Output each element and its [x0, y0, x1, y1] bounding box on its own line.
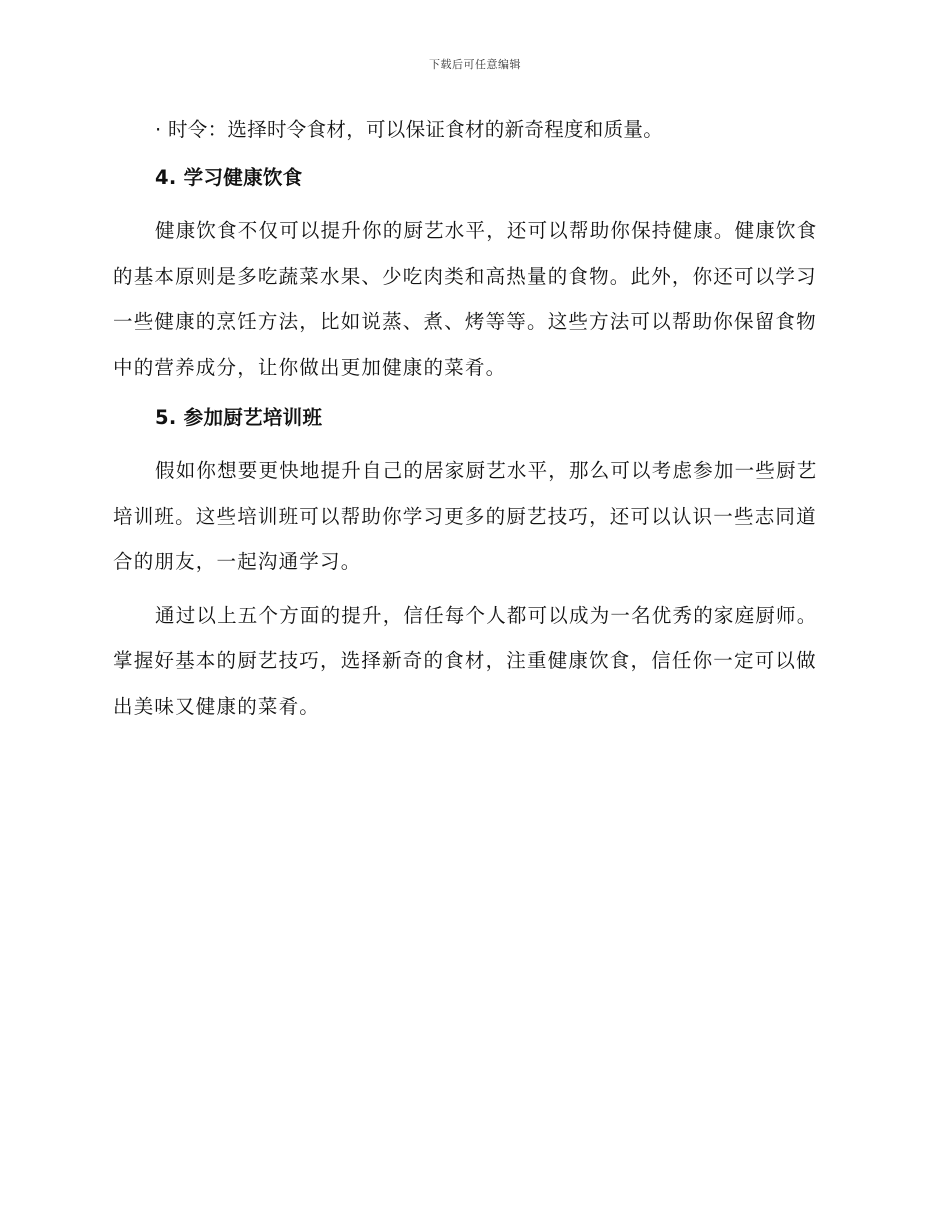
paragraph-healthy-eating: 健康饮食不仅可以提升你的厨艺水平，还可以帮助你保持健康。健康饮食的基本原则是多吃蔬菜水果、少吃肉类和高热量的食物。此外，你还可以学习一些健康的烹饪方法，比如说蒸、煮、烤等等。这些方法可以帮助你保留食物中的营养成分，让你做出更加健康的菜肴。	[113, 219, 818, 379]
section-heading-healthy-eating: 4. 学习健康饮食	[155, 166, 303, 189]
section-heading-cooking-class: 5. 参加厨艺培训班	[155, 406, 323, 429]
bullet-seasonal: · 时令：选择时令食材，可以保证食材的新奇程度和质量。	[155, 118, 663, 141]
paragraph-cooking-class: 假如你想要更快地提升自己的居家厨艺水平，那么可以考虑参加一些厨艺培训班。这些培训班可以帮助你学习更多的厨艺技巧，还可以认识一些志同道合的朋友，一起沟通学习。	[113, 459, 818, 573]
document-body	[113, 112, 833, 739]
page-header: 下载后可任意编辑	[429, 58, 521, 71]
paragraph-conclusion: 通过以上五个方面的提升，信任每个人都可以成为一名优秀的家庭厨师。掌握好基本的厨艺技巧，选择新奇的食材，注重健康饮食，信任你一定可以做出美味又健康的菜肴。	[113, 603, 818, 718]
